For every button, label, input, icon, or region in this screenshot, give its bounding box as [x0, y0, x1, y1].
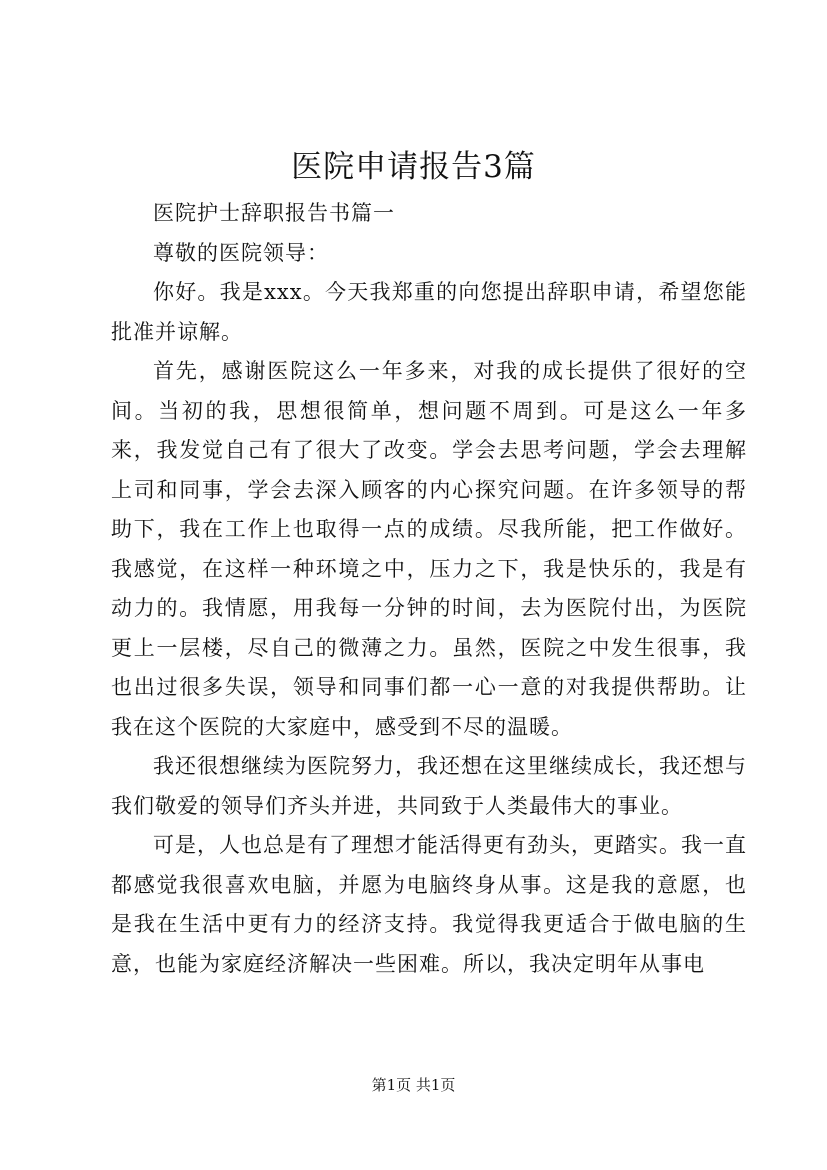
paragraph-gratitude: 首先，感谢医院这么一年多来，对我的成长提供了很好的空间。当初的我，思想很简单，想问题不周到。可是这么一年多来，我发觉自己有了很大了改变。学会去思考问题，学会去理解上司和同事，学会去深入顾客的内心探究问题。在许多领导的帮助下，我在工作上也取得一点的成绩。尽我所能，把工作做好。我感觉，在这样一种环境之中，压力之下，我是快乐的，我是有动力的。我情愿，用我每一分钟的时间，去为医院付出，为医院更上一层楼，尽自己的微薄之力。虽然，医院之中发生很事，我也出过很多失误，领导和同事们都一心一意的对我提供帮助。让我在这个医院的大家庭中，感受到不尽的温暖。 [111, 359, 747, 739]
page-footer: 第1页 共1页 [371, 1076, 456, 1094]
document-title: 医院申请报告3篇 [291, 149, 536, 185]
paragraph-greeting: 你好。我是xxx。今天我郑重的向您提出辞职申请，希望您能批准并谅解。 [111, 280, 747, 344]
paragraph-wish: 我还很想继续为医院努力，我还想在这里继续成长，我还想与我们敬爱的领导们齐头并进，共同致于人类最伟大的事业。 [111, 754, 747, 818]
section-heading: 医院护士辞职报告书篇一 [153, 201, 395, 225]
salutation: 尊敬的医院领导： [153, 240, 329, 265]
paragraph-reason: 可是，人也总是有了理想才能活得更有劲头，更踏实。我一直都感觉我很喜欢电脑，并愿为电脑终身从事。这是我的意愿，也是我在生活中更有力的经济支持。我觉得我更适合于做电脑的生意，也能为家庭经济解决一些困难。所以，我决定明年从事电 [111, 833, 747, 976]
document-body [111, 194, 747, 984]
